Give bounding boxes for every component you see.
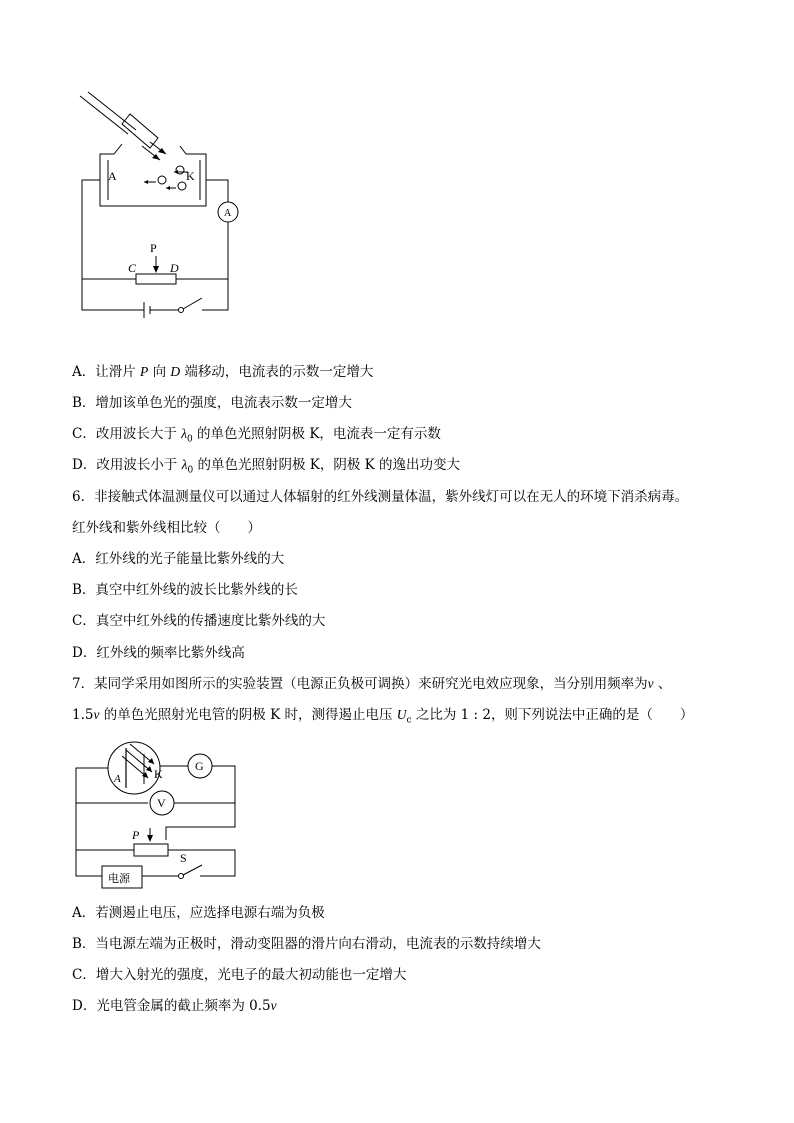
q6-option-a: A．红外线的光子能量比紫外线的大 — [72, 551, 285, 567]
fig1-label-k: K — [186, 169, 195, 183]
q7-option-a: A．若测遏止电压，应选择电源右端为负极 — [72, 905, 325, 921]
fig1-label-c: C — [128, 261, 137, 275]
fig1-label-p: P — [150, 241, 157, 255]
fig2-label-s: S — [180, 851, 187, 865]
q7-stem-line2: 1.5ν 的单色光照射光电管的阴极 K 时，测得遏止电压 $U_c$ 之比为 1 : 2，则下列说法中正确的是（ ） — [72, 707, 694, 726]
q5-option-b: B．增加该单色光的强度，电流表示数一定增大 — [72, 395, 352, 411]
q5-option-d: D．改用波长小于 $\lambda_0$ 的单色光照射阴极 K，阴极 K 的逸出功变大 — [72, 457, 461, 476]
q7-option-b: B．当电源左端为正极时，滑动变阻器的滑片向右滑动，电流表的示数持续增大 — [72, 936, 541, 952]
q6-option-c: C．真空中红外线的传播速度比紫外线的大 — [72, 613, 326, 629]
fig2-label-p: P — [132, 828, 140, 842]
fig1-label-d: D — [170, 261, 179, 275]
q7-option-c: C．增大入射光的强度，光电子的最大初动能也一定增大 — [72, 967, 407, 983]
q7-option-d: D．光电管金属的截止频率为 0.5ν — [72, 998, 277, 1014]
q5-option-c: C．改用波长大于 $\lambda_0$ 的单色光照射阴极 K，电流表一定有示数 — [72, 426, 441, 445]
q6-option-d: D．红外线的频率比紫外线高 — [72, 645, 245, 661]
fig2-voltmeter-label: V — [157, 796, 166, 810]
q7-stem-line1: 7．某同学采用如图所示的实验装置（电源正负极可调换）来研究光电效应现象，当分别用频率为ν 、 — [72, 676, 672, 692]
fig2-galvanometer-label: G — [195, 759, 204, 773]
fig2-power-source-label: 电源 — [108, 873, 130, 885]
fig2-label-a: A — [114, 773, 121, 785]
fig2-label-k: K — [154, 767, 163, 781]
q6-option-b: B．真空中红外线的波长比紫外线的长 — [72, 582, 298, 598]
fig1-label-a: A — [108, 169, 117, 183]
q6-stem-line2: 红外线和紫外线相比较（ ） — [72, 520, 261, 536]
fig1-ammeter-label: A — [224, 208, 232, 219]
q5-option-a: A．让滑片 P 向 D 端移动，电流表的示数一定增大 — [72, 364, 374, 380]
q6-stem-line1: 6．非接触式体温测量仪可以通过人体辐射的红外线测量体温，紫外线灯可以在无人的环境下消杀病毒。 — [72, 489, 689, 505]
figure-photocell-circuit-2 — [70, 736, 245, 894]
figure-photocell-circuit-1 — [70, 90, 250, 320]
